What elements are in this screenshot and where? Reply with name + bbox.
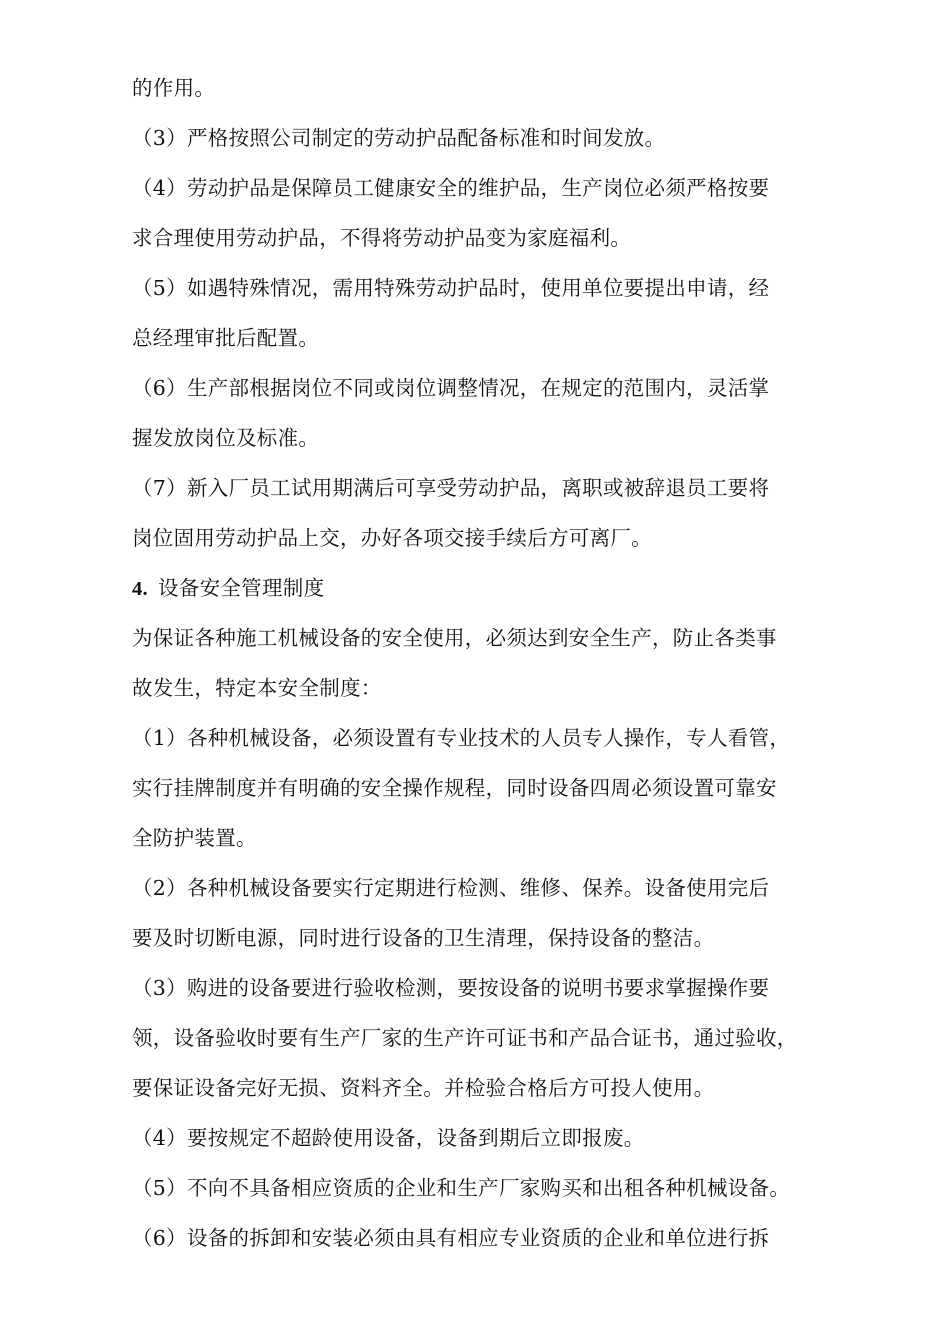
paragraph-line: （6）设备的拆卸和安装必须由具有相应专业资质的企业和单位进行拆 [132, 1226, 770, 1250]
paragraph-line: 要及时切断电源，同时进行设备的卫生清理，保持设备的整洁。 [132, 926, 715, 950]
section-number: 4. [132, 578, 148, 600]
paragraph-line: （1）各种机械设备，必须设置有专业技术的人员专人操作，专人看管， [132, 726, 791, 750]
paragraph-line: 求合理使用劳动护品，不得将劳动护品变为家庭福利。 [132, 226, 632, 250]
paragraph-line: 为保证各种施工机械设备的安全使用，必须达到安全生产，防止各类事 [132, 626, 777, 650]
paragraph-line: （7）新入厂员工试用期满后可享受劳动护品，离职或被辞退员工要将 [132, 476, 770, 500]
paragraph-line: 实行挂牌制度并有明确的安全操作规程，同时设备四周必须设置可靠安 [132, 776, 777, 800]
paragraph-line: 握发放岗位及标准。 [132, 426, 320, 450]
paragraph-line: （5）如遇特殊情况，需用特殊劳动护品时，使用单位要提出申请，经 [132, 276, 770, 300]
paragraph-line: （3）购进的设备要进行验收检测，要按设备的说明书要求掌握操作要 [132, 976, 770, 1000]
paragraph-line: 领，设备验收时要有生产厂家的生产许可证书和产品合证书，通过验收， [132, 1026, 798, 1050]
paragraph-line: （5）不向不具备相应资质的企业和生产厂家购买和出租各种机械设备。 [132, 1176, 791, 1200]
paragraph-line: 的作用。 [132, 76, 216, 100]
section-heading [132, 574, 822, 603]
paragraph-line: （2）各种机械设备要实行定期进行检测、维修、保养。设备使用完后 [132, 876, 770, 900]
paragraph-line: 要保证设备完好无损、资料齐全。并检验合格后方可投人使用。 [132, 1076, 715, 1100]
paragraph-line: （6）生产部根据岗位不同或岗位调整情况，在规定的范围内，灵活掌 [132, 376, 770, 400]
paragraph-line: 总经理审批后配置。 [132, 326, 320, 350]
section-title: 设备安全管理制度 [157, 576, 325, 600]
paragraph-line: （3）严格按照公司制定的劳动护品配备标准和时间发放。 [132, 126, 666, 150]
paragraph-line: 故发生，特定本安全制度： [132, 676, 382, 700]
paragraph-line: （4）要按规定不超龄使用设备，设备到期后立即报废。 [132, 1126, 645, 1150]
paragraph-line: 全防护装置。 [132, 826, 257, 850]
paragraph-line: （4）劳动护品是保障员工健康安全的维护品，生产岗位必须严格按要 [132, 176, 770, 200]
paragraph-line: 岗位固用劳动护品上交，办好各项交接手续后方可离厂。 [132, 526, 652, 550]
